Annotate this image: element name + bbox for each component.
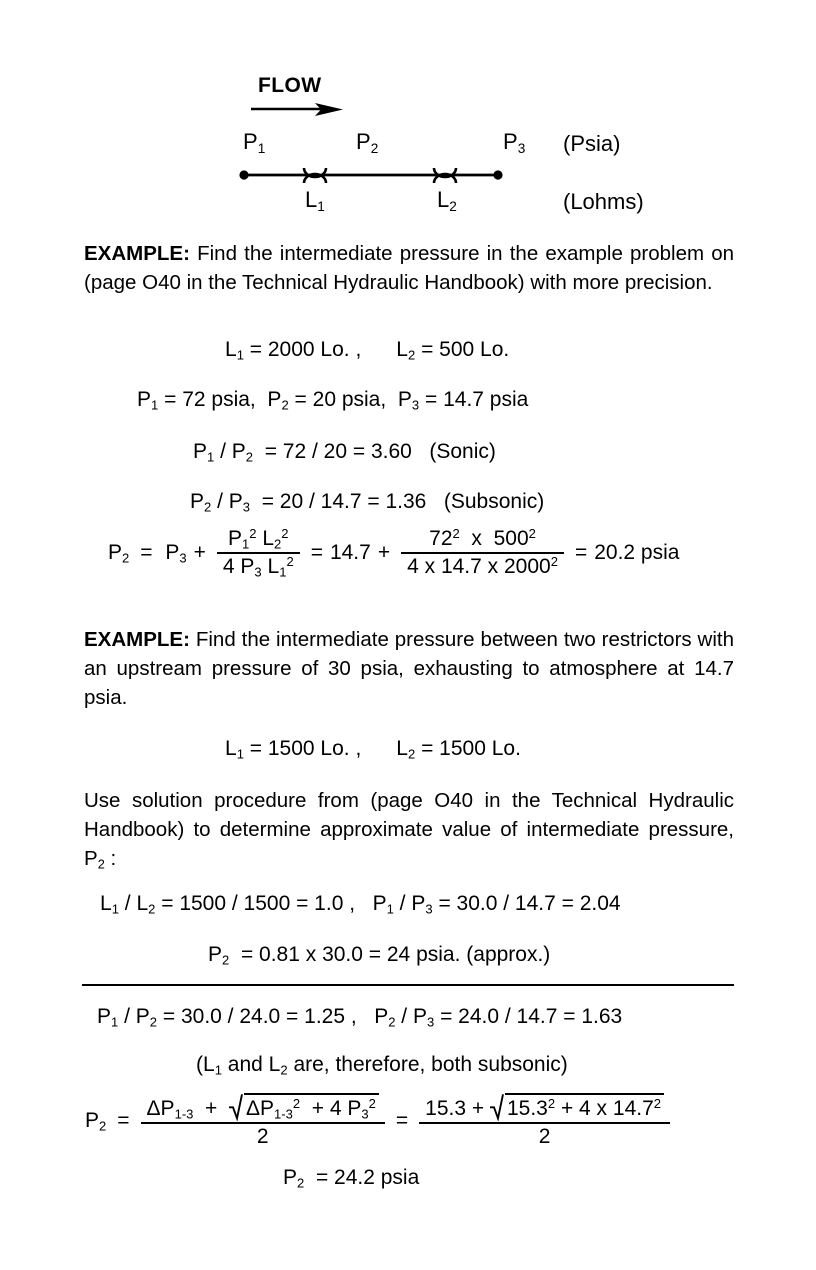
node-label-p2: $P_2$ bbox=[356, 129, 379, 156]
procedure-text: Use solution procedure from (page O40 in the Technical Hydraulic Handbook) to determine approximate value of intermediate pressure, P bbox=[84, 789, 734, 870]
example-2-label: EXAMPLE: bbox=[84, 628, 190, 651]
quad-equals: = bbox=[117, 1109, 130, 1133]
main-eq-plus: + bbox=[193, 540, 206, 564]
pipe-line-icon bbox=[236, 158, 508, 192]
quad-lhs: $P_2$ bbox=[85, 1109, 107, 1134]
procedure-sub: 2 bbox=[97, 856, 105, 872]
example-2-subsonic-note: ($L_1$ and $L_2$ are, therefore, both subsonic) bbox=[196, 1053, 568, 1078]
radical-icon bbox=[229, 1092, 243, 1121]
approx-result: = 0.81 x 30.0 = 24 psia. (approx.) bbox=[240, 943, 551, 966]
example-1-given-lohms: $L_1 = 2000$ Lo. , $L_2 = 500$ Lo. bbox=[225, 338, 510, 363]
quad-symbolic-numerator: $\Delta P_{1-3}$ + $\Delta P_{1-3}^2 + 4$ $P_3^2$ bbox=[141, 1093, 385, 1124]
right-arrow-icon bbox=[249, 102, 345, 120]
section-divider bbox=[82, 984, 734, 986]
node-label-p3: $P_3$ bbox=[503, 129, 526, 156]
numeric-numerator: $72^2$ x $500^2$ bbox=[401, 526, 564, 554]
subsonic-suffix: are, therefore, both subsonic) bbox=[293, 1053, 568, 1076]
l1-value: = 2000 Lo. , bbox=[249, 338, 362, 361]
ratio-2-regime: (Subsonic) bbox=[443, 490, 545, 513]
node-label-p1: $P_1$ bbox=[243, 129, 266, 156]
quad-equals-2: = bbox=[395, 1109, 409, 1133]
lohm-ratio-result: = 1500 / 1500 = 1.0 , bbox=[161, 892, 356, 915]
quad-symbolic-radicand: $\Delta P_{1-3}^2 + 4$ $P_3^2$ bbox=[244, 1093, 379, 1122]
main-eq-p3: $P_3$ bbox=[159, 540, 187, 566]
sqrt-symbolic bbox=[229, 1093, 379, 1122]
ratio-2-result: = 20 / 14.7 = 1.36 bbox=[261, 490, 427, 513]
ratio-1-result: = 72 / 20 = 3.60 bbox=[264, 440, 412, 463]
quad-numeric-denominator: 2 bbox=[538, 1124, 551, 1148]
symbolic-denominator: 4 $P_3$ $L_1^2$ bbox=[222, 553, 294, 580]
main-eq-lhs: $P_2$ bbox=[108, 540, 130, 566]
main-eq-equals: = bbox=[140, 540, 153, 564]
main-eq-symbolic-fraction bbox=[217, 526, 300, 579]
quad-numeric-numerator: 15.3 + $15.3^2 + 4$ x 14.7$^2$ bbox=[419, 1093, 670, 1124]
quad-symbolic-fraction bbox=[141, 1093, 385, 1149]
quad-numeric-fraction bbox=[419, 1093, 670, 1149]
main-eq-equals-2: = bbox=[310, 540, 323, 564]
unit-label-psia: (Psia) bbox=[563, 131, 621, 156]
sqrt-numeric bbox=[490, 1093, 664, 1122]
main-eq-answer: 20.2 psia bbox=[594, 540, 680, 564]
p2-value: = 20 psia, bbox=[294, 388, 387, 411]
procedure-colon: : bbox=[104, 847, 117, 870]
example-1-main-equation bbox=[108, 526, 679, 579]
ratio-1-regime: (Sonic) bbox=[429, 440, 496, 463]
main-eq-equals-3: = bbox=[574, 540, 588, 564]
l2-value: = 500 Lo. bbox=[421, 338, 510, 361]
example-2-procedure-paragraph bbox=[84, 786, 734, 873]
example-1-text: Find the intermediate pressure in the example problem on (page O40 in the Technical Hydraulic Handbook) with more precision. bbox=[84, 242, 735, 294]
pressure-ratio-result: = 30.0 / 14.7 = 2.04 bbox=[438, 892, 621, 915]
ratio-r1-result: = 30.0 / 24.0 = 1.25 , bbox=[162, 1005, 357, 1028]
unit-label-lohms: (Lohms) bbox=[563, 189, 644, 214]
quad-symbolic-denominator: 2 bbox=[256, 1124, 269, 1148]
example-1-paragraph bbox=[84, 239, 734, 297]
example-2-ratio-line-2: $P_1 / P_2 = 30.0 / 24.0 = 1.25$ , $P_2 / P_3 = 24.0 / 14.7 = 1.63$ bbox=[97, 1005, 623, 1030]
symbolic-numerator: $P_1^2$ $L_2^2$ bbox=[217, 526, 300, 554]
main-eq-plus-2: + bbox=[377, 540, 391, 564]
example-1-ratio-p2-p3: $P_2 / P_3 = 20 / 14.7 = 1.36$ (Subsonic) bbox=[190, 490, 545, 515]
example-1-label: EXAMPLE: bbox=[84, 242, 190, 265]
numeric-denominator: 4 x 14.7 x 2000$^2$ bbox=[407, 553, 558, 578]
p1-value: = 72 psia, bbox=[164, 388, 256, 411]
example-2-final-answer: $P_2 = 24.2$ psia bbox=[283, 1166, 420, 1191]
restrictor-label-l1: $L_1$ bbox=[305, 187, 325, 214]
example-2-paragraph bbox=[84, 625, 734, 712]
p3-value: = 14.7 psia bbox=[424, 388, 529, 411]
example-2-text: Find the intermediate pressure between two restrictors with an upstream pressure of 30 psia, exhausting to atmosphere at 14.7 psia. bbox=[84, 628, 735, 709]
example-2-given-lohms: $L_1 = 1500$ Lo. , $L_2 = 1500$ Lo. bbox=[225, 737, 521, 762]
restrictor-label-l2: $L_2$ bbox=[437, 187, 457, 214]
l2-value-2: = 1500 Lo. bbox=[421, 737, 521, 760]
flow-label: FLOW bbox=[258, 74, 322, 97]
final-answer-value: = 24.2 psia bbox=[315, 1166, 420, 1189]
example-1-given-pressures: $P_1 = 72$ psia, $P_2 = 20$ psia, $P_3 = 14.7$ psia bbox=[137, 388, 529, 413]
l1-value-2: = 1500 Lo. , bbox=[249, 737, 362, 760]
example-2-quadratic-equation bbox=[85, 1093, 674, 1149]
example-2-approx-line: $P_2 = 0.81$ x 30.0 = 24 psia. (approx.) bbox=[208, 943, 551, 968]
example-1-ratio-p1-p2: $P_1 / P_2 = 72 / 20 = 3.60$ (Sonic) bbox=[193, 440, 496, 465]
example-2-ratio-line-1: $L_1 / L_2 = 1500 / 1500 = 1.0$ , $P_1 / P_3 = 30.0 / 14.7 = 2.04$ bbox=[100, 892, 621, 917]
main-eq-numeric-p3: 14.7 bbox=[329, 540, 371, 564]
subsonic-mid: and L bbox=[227, 1053, 281, 1076]
main-eq-numeric-fraction bbox=[401, 526, 564, 579]
quad-numeric-radicand: $15.3^2 + 4$ x 14.7$^2$ bbox=[505, 1093, 664, 1122]
flow-schematic-diagram bbox=[0, 74, 816, 219]
subsonic-prefix: (L bbox=[196, 1053, 215, 1076]
ratio-r2-result: = 24.0 / 14.7 = 1.63 bbox=[440, 1005, 623, 1028]
radical-icon bbox=[490, 1092, 504, 1121]
